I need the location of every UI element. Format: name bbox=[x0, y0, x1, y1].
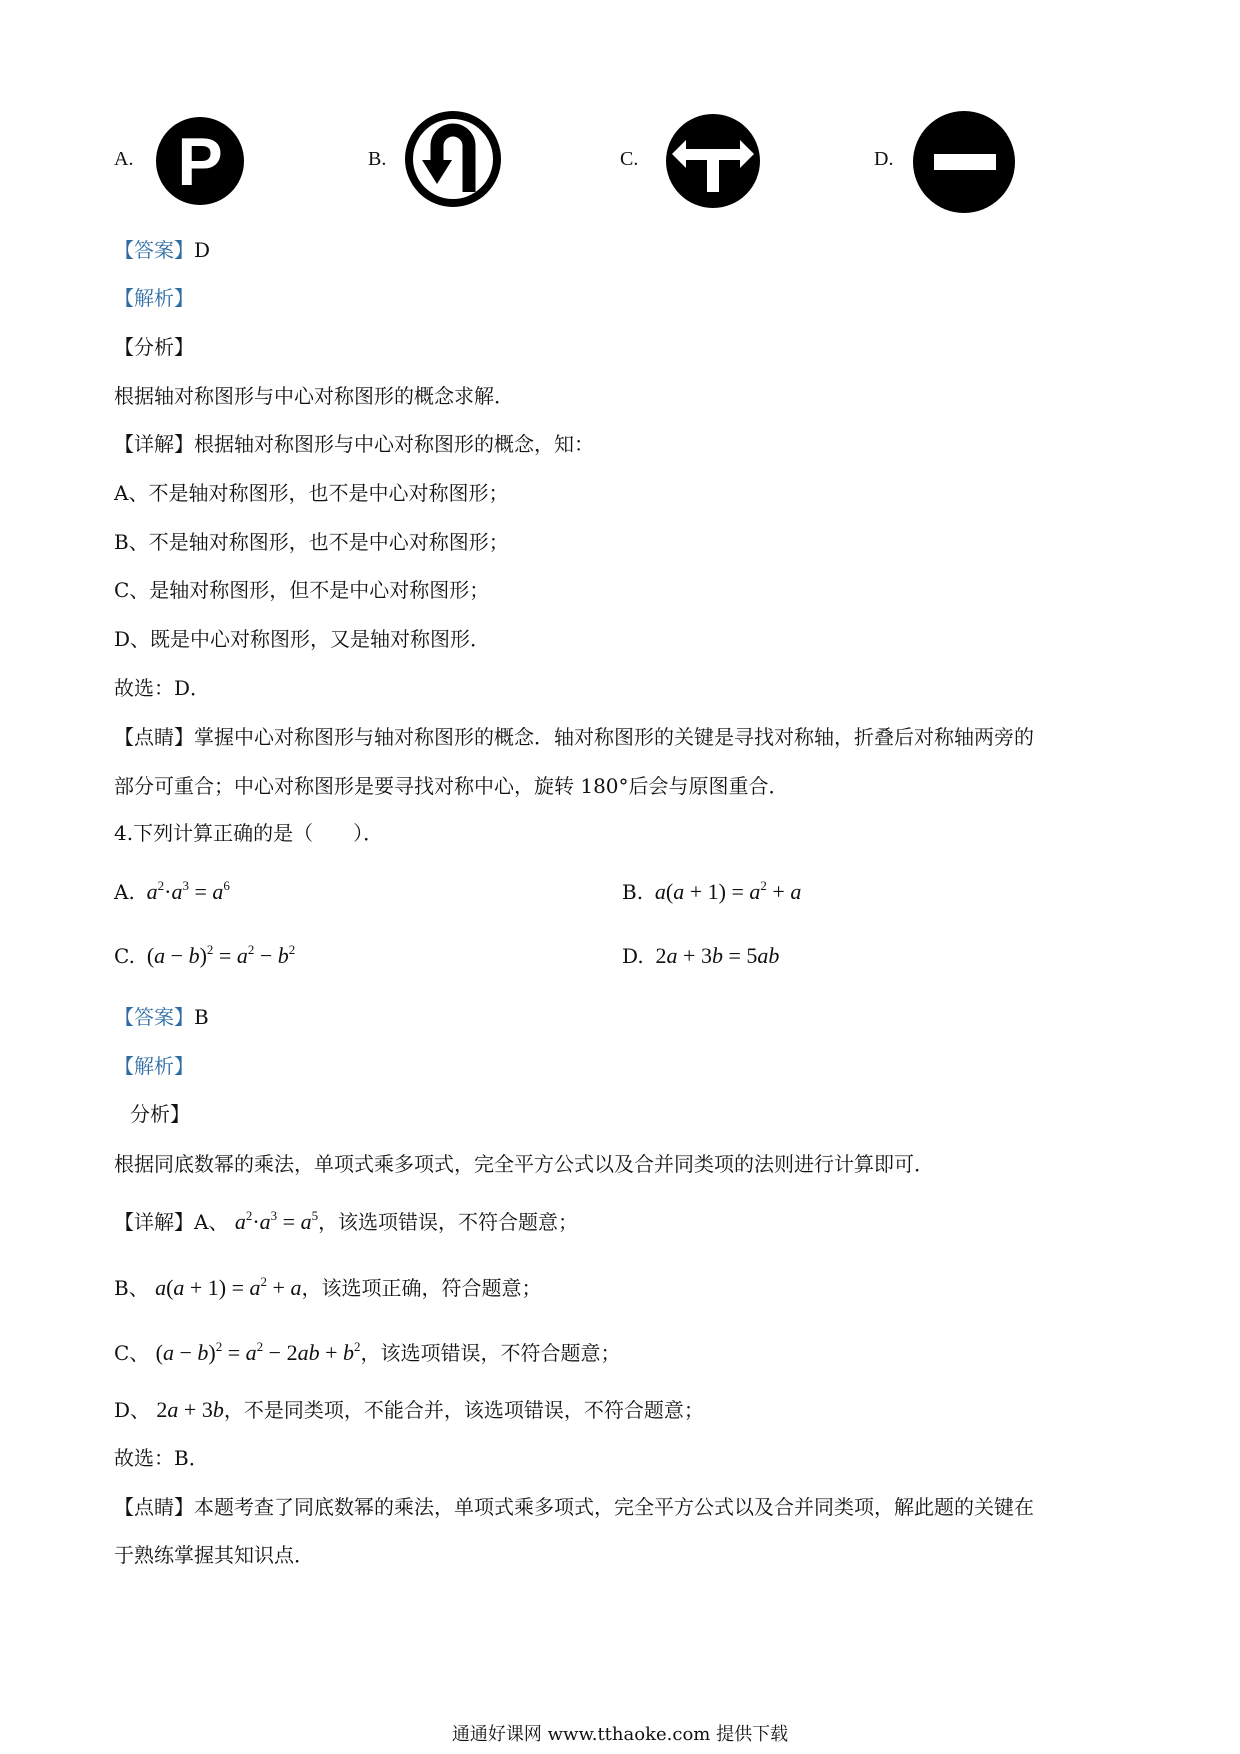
q3-dianjing-line-2: 部分可重合；中心对称图形是要寻找对称中心，旋转 180°后会与原图重合． bbox=[114, 774, 789, 798]
q4-answer bbox=[114, 1003, 209, 1031]
detail-d-prefix: D、 bbox=[114, 1398, 151, 1422]
detail-b-prefix: B、 bbox=[114, 1276, 149, 1300]
detail-b-formula: $a(a + 1) = a^2 + a$ bbox=[155, 1274, 302, 1300]
xiangjie-text: 根据轴对称图形与中心对称图形的概念，知： bbox=[194, 432, 594, 456]
q3-option-d-label: D. bbox=[874, 148, 894, 170]
dianjing-tag: 【点睛】 bbox=[114, 725, 194, 749]
q3-fenxi-tag: 【分析】 bbox=[114, 335, 194, 359]
parking-sign-icon bbox=[154, 115, 246, 207]
detail-a-suffix: ，该选项错误，不符合题意； bbox=[318, 1210, 579, 1234]
u-turn-sign-icon bbox=[404, 110, 502, 208]
q4-fenxi-text: 根据同底数幂的乘法，单项式乘多项式，完全平方公式以及合并同类项的法则进行计算即可． bbox=[114, 1152, 934, 1176]
q3-detail-c: C、是轴对称图形，但不是中心对称图形； bbox=[114, 578, 490, 602]
q3-detail-b: B、不是轴对称图形，也不是中心对称图形； bbox=[114, 530, 509, 554]
q3-option-a-label: A. bbox=[114, 148, 134, 170]
detail-c-suffix: ，该选项错误，不符合题意； bbox=[360, 1341, 621, 1365]
answer-value: D bbox=[194, 238, 211, 262]
option-c-label: C. bbox=[114, 944, 135, 968]
q4-detail-c bbox=[114, 1339, 621, 1367]
q4-dianjing-line-2: 于熟练掌握其知识点． bbox=[114, 1543, 314, 1567]
option-a-formula: $a^2\cdot a^3 = a^6$ bbox=[146, 878, 230, 904]
detail-a-prefix: A、 bbox=[194, 1210, 229, 1234]
q3-answer bbox=[114, 236, 210, 264]
detail-a-formula: $a^2\cdot a^3 = a^5$ bbox=[234, 1208, 319, 1234]
dianjing-text-1: 本题考查了同底数幂的乘法，单项式乘多项式，完全平方公式以及合并同类项，解此题的关键在 bbox=[194, 1495, 1034, 1519]
detail-c-prefix: C、 bbox=[114, 1341, 150, 1365]
q4-fenxi-tag: 分析】 bbox=[130, 1102, 190, 1126]
q3-fenxi-text: 根据轴对称图形与中心对称图形的概念求解． bbox=[114, 384, 514, 408]
q3-option-b-label: B. bbox=[368, 148, 387, 170]
q4-option-d bbox=[622, 942, 779, 970]
q4-detail-b bbox=[114, 1274, 541, 1302]
q4-detail-a bbox=[114, 1208, 578, 1236]
option-d-formula: 2a + 3b = 5ab bbox=[650, 943, 780, 968]
answer-tag: 【答案】 bbox=[114, 1005, 194, 1029]
option-b-formula: $a(a + 1) = a^2 + a$ bbox=[654, 878, 802, 904]
q4-option-c bbox=[114, 942, 295, 970]
option-a-label: A. bbox=[114, 880, 135, 904]
detail-c-formula: $(a - b)^2 = a^2 - 2ab + b^2$ bbox=[155, 1339, 361, 1365]
no-entry-sign-icon bbox=[912, 110, 1016, 214]
detail-d-formula: 2a + 3b bbox=[156, 1397, 224, 1422]
q4-detail-d bbox=[114, 1396, 704, 1424]
q3-detail-d: D、既是中心对称图形，又是轴对称图形． bbox=[114, 627, 491, 651]
option-c-formula: $(a - b)^2 = a^2 - b^2$ bbox=[141, 942, 296, 968]
detail-d-suffix: ，不是同类项，不能合并，该选项错误，不符合题意； bbox=[223, 1398, 704, 1422]
option-d-label: D. bbox=[622, 944, 644, 968]
detail-b-suffix: ，该选项正确，符合题意； bbox=[301, 1276, 542, 1300]
q3-dianjing bbox=[114, 723, 1034, 751]
answer-value: B bbox=[194, 1005, 209, 1029]
q4-jiexi-tag: 【解析】 bbox=[114, 1054, 194, 1078]
q4-option-a bbox=[114, 878, 230, 906]
dianjing-text-1: 掌握中心对称图形与轴对称图形的概念．轴对称图形的关键是寻找对称轴，折叠后对称轴两旁的 bbox=[194, 725, 1034, 749]
turn-left-right-sign-icon bbox=[664, 112, 762, 210]
parking-letter: P bbox=[177, 124, 223, 200]
q3-jiexi-tag: 【解析】 bbox=[114, 286, 194, 310]
q3-option-c-label: C. bbox=[620, 148, 639, 170]
answer-tag: 【答案】 bbox=[114, 238, 194, 262]
q3-detail-a: A、不是轴对称图形，也不是中心对称图形； bbox=[114, 481, 509, 505]
q4-question: 4.下列计算正确的是（ ）． bbox=[114, 821, 384, 845]
option-b-label: B. bbox=[622, 880, 644, 904]
xiangjie-tag: 【详解】 bbox=[114, 432, 194, 456]
q3-xiangjie bbox=[114, 430, 594, 458]
dianjing-tag: 【点睛】 bbox=[114, 1495, 194, 1519]
q4-dianjing bbox=[114, 1493, 1034, 1521]
q3-guxuan: 故选：D． bbox=[114, 676, 211, 700]
q4-option-b bbox=[622, 878, 801, 906]
xiangjie-tag: 【详解】 bbox=[114, 1210, 194, 1234]
page-footer: 通通好课网 www.tthaoke.com 提供下载 bbox=[451, 1724, 789, 1745]
q4-guxuan: 故选：B． bbox=[114, 1446, 209, 1470]
